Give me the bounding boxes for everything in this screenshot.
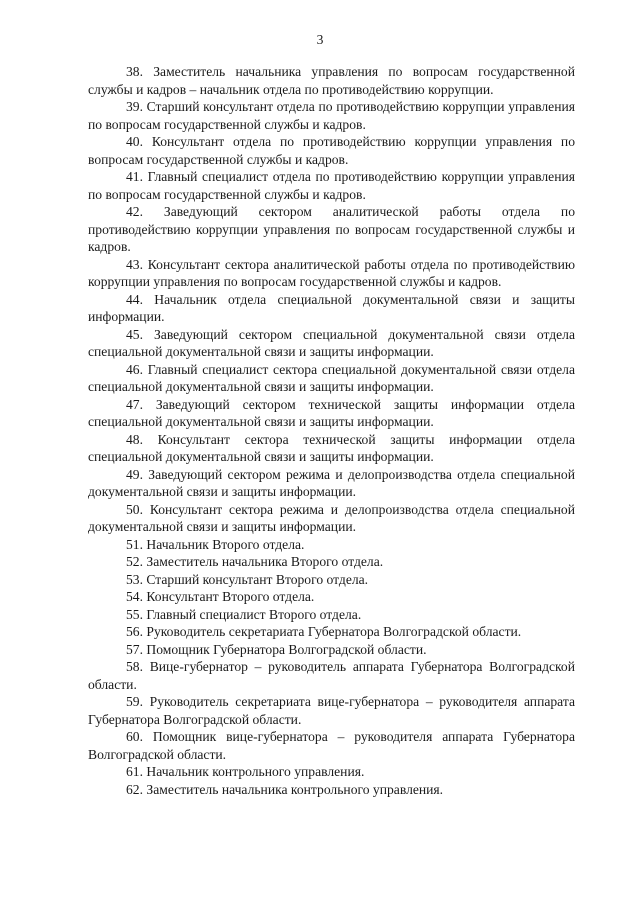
list-item: 57. Помощник Губернатора Волгоградской области. (126, 641, 427, 657)
list-item: 54. Консультант Второго отдела. (126, 589, 315, 604)
page-number: 3 (316, 32, 324, 47)
list-item: 52. Заместитель начальника Второго отдела. (126, 554, 384, 569)
list-item: 56. Руководитель секретариата Губернатора Волгоградской области. (126, 624, 522, 639)
list-item: 47. Заведующий сектором технической защиты информации отдела специальной документальной связи и защиты информации. (88, 396, 575, 429)
list-item: 43. Консультант сектора аналитической работы отдела по противодействию коррупции управления по вопросам государственной службы и кадров. (88, 256, 575, 289)
list-item: 50. Консультант сектора режима и делопроизводства отдела специальной документальной связи и защиты информации. (88, 501, 575, 534)
list-item: 61. Начальник контрольного управления. (126, 764, 365, 779)
list-item: 55. Главный специалист Второго отдела. (126, 606, 362, 622)
list-item: 51. Начальник Второго отдела. (126, 536, 305, 552)
list-item: 49. Заведующий сектором режима и делопроизводства отдела специальной документальной связи и защиты информации. (88, 466, 575, 499)
list-item: 58. Вице-губернатор – руководитель аппарата Губернатора Волгоградской области. (88, 659, 575, 692)
list-item: 39. Старший консультант отдела по противодействию коррупции управления по вопросам государственной службы и кадров. (88, 99, 575, 132)
list-item: 53. Старший консультант Второго отдела. (126, 571, 369, 587)
document-body (88, 63, 575, 798)
list-item: 44. Начальник отдела специальной документальной связи и защиты информации. (88, 291, 575, 324)
list-item: 45. Заведующий сектором специальной документальной связи отдела специальной документальной связи и защиты информации. (88, 326, 575, 359)
list-item: 62. Заместитель начальника контрольного управления. (126, 781, 444, 797)
list-item: 42. Заведующий сектором аналитической работы отдела по противодействию коррупции управления по вопросам государственной службы и кадров. (88, 204, 575, 254)
list-item: 48. Консультант сектора технической защиты информации отдела специальной документальной связи и защиты информации. (88, 431, 575, 464)
list-item: 41. Главный специалист отдела по противодействию коррупции управления по вопросам государственной службы и кадров. (88, 169, 575, 202)
list-item: 59. Руководитель секретариата вице-губернатора – руководителя аппарата Губернатора Волгоградской области. (88, 694, 575, 727)
list-item: 60. Помощник вице-губернатора – руководителя аппарата Губернатора Волгоградской области. (88, 729, 575, 762)
list-item: 38. Заместитель начальника управления по вопросам государственной службы и кадров – начальник отдела по противодействию коррупции. (88, 64, 575, 97)
list-item: 46. Главный специалист сектора специальной документальной связи отдела специальной документальной связи и защиты информации. (88, 361, 575, 394)
list-item: 40. Консультант отдела по противодействию коррупции управления по вопросам государственной службы и кадров. (88, 134, 575, 167)
